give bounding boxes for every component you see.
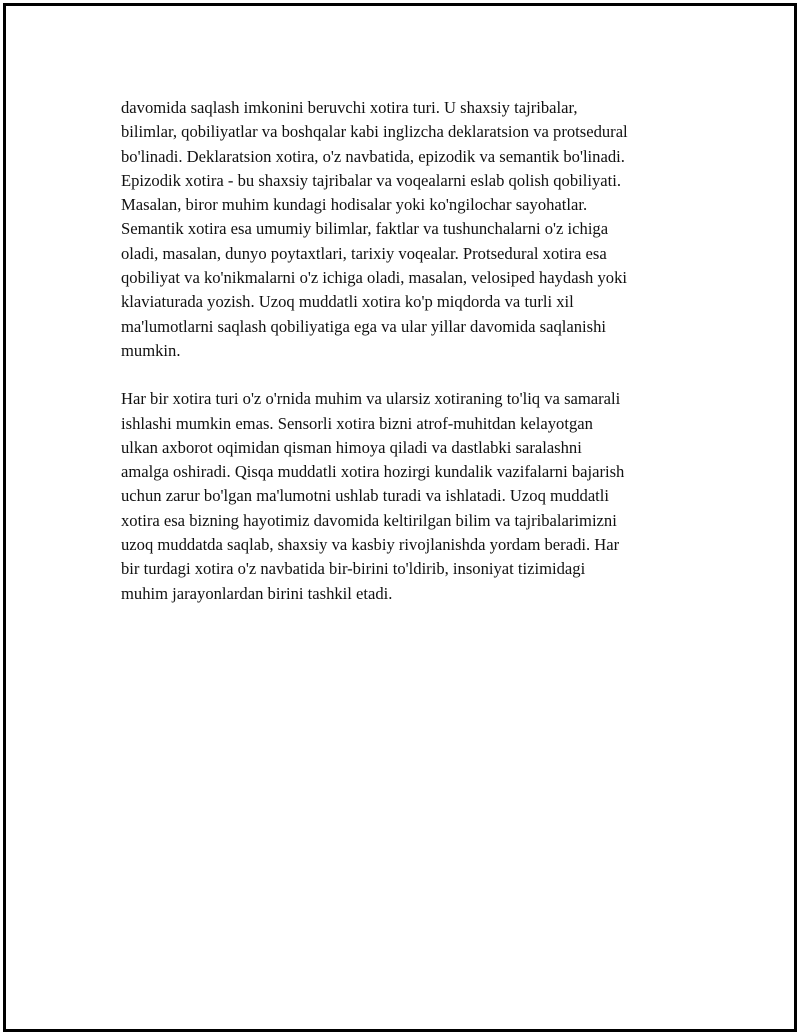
- paragraph-1: davomida saqlash imkonini beruvchi xotira turi. U shaxsiy tajribalar, bilimlar, qobiliyatlar va boshqalar kabi inglizcha deklaratsion va protsedural bo'linadi. Deklaratsion xotira, o'z navbatida, epizodik va semantik bo'linadi. Epizodik xotira - bu shaxsiy tajribalar va voqealarni eslab qolish qobiliyati. Masalan, biror muhim kundagi hodisalar yoki ko'ngilochar sayohatlar. Semantik xotira esa umumiy bilimlar, faktlar va tushunchalarni o'z ichiga oladi, masalan, dunyo poytaxtlari, tarixiy voqealar. Protsedural xotira esa qobiliyat va ko'nikmalarni o'z ichiga oladi, masalan, velosiped haydash yoki klaviaturada yozish. Uzoq muddatli xotira ko'p miqdorda va turli xil ma'lumotlarni saqlash qobiliyatiga ega va ular yillar davomida saqlanishi mumkin.: [121, 98, 628, 360]
- paragraph-2: Har bir xotira turi o'z o'rnida muhim va ularsiz xotiraning to'liq va samarali ishlashi mumkin emas. Sensorli xotira bizni atrof-muhitdan kelayotgan ulkan axborot oqimidan qisman himoya qiladi va dastlabki saralashni amalga oshiradi. Qisqa muddatli xotira hozirgi kundalik vazifalarni bajarish uchun zarur bo'lgan ma'lumotni ushlab turadi va ishlatadi. Uzoq muddatli xotira esa bizning hayotimiz davomida keltirilgan bilim va tajribalarimizni uzoq muddatda saqlab, shaxsiy va kasbiy rivojlanishda yordam beradi. Har bir turdagi xotira o'z navbatida bir-birini to'ldirib, insoniyat tizimidagi muhim jarayonlardan birini tashkil etadi.: [121, 389, 625, 603]
- page-frame: [3, 3, 797, 1032]
- document-body: [121, 96, 701, 630]
